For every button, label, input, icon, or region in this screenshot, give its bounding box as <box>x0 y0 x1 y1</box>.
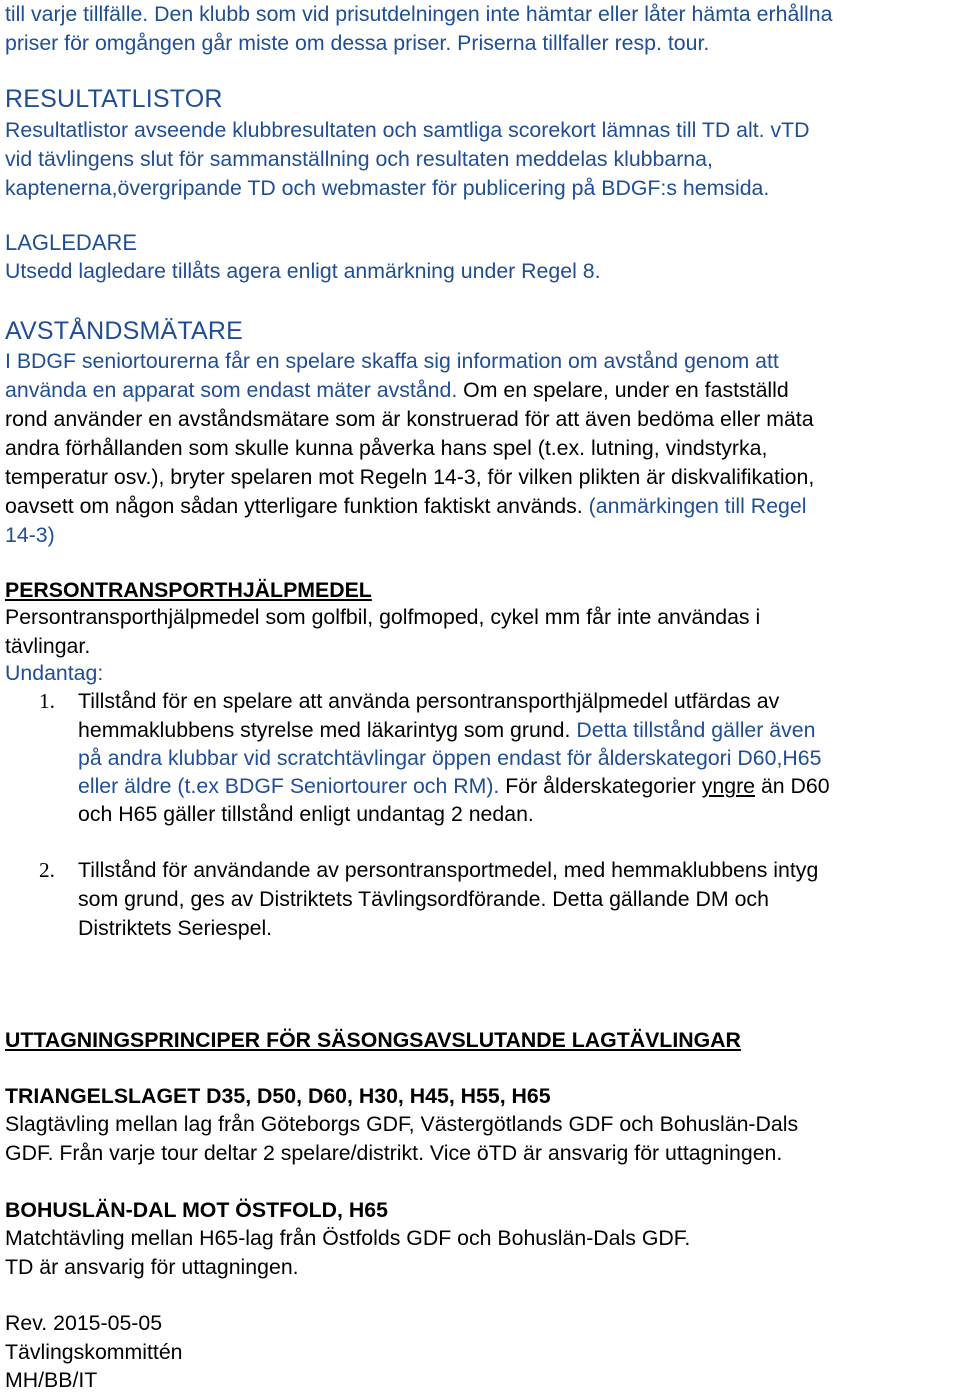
avstandsmatare-line-2-b: Om en spelare, under en fastställd <box>457 378 789 402</box>
footer-committee: Tävlingskommittén <box>5 1340 183 1364</box>
triangel-heading: TRIANGELSLAGET D35, D50, D60, H30, H45, H55, H65 <box>5 1084 551 1108</box>
avstandsmatare-line-1: I BDGF seniortourerna får en spelare skaffa sig information om avstånd genom att <box>5 349 779 373</box>
persontransport-line-2: tävlingar. <box>5 634 91 658</box>
avstandsmatare-line-5: temperatur osv.), bryter spelaren mot Regeln 14-3, för vilken plikten är diskvalifikation, <box>5 465 815 489</box>
avstandsmatare-line-7: 14-3) <box>5 523 55 547</box>
persontransport-heading: PERSONTRANSPORTHJÄLPMEDEL <box>5 578 372 602</box>
avstandsmatare-line-6-b: (anmärkingen till Regel <box>582 494 807 518</box>
avstandsmatare-line-6-a: oavsett om någon sådan ytterligare funktion faktiskt används. <box>5 494 583 518</box>
item1-line-4-a: eller äldre (t.ex BDGF Seniortourer och RM). <box>78 774 500 798</box>
item1-line-2-b: Detta tillstånd gäller även <box>570 718 816 742</box>
item1-line-5: och H65 gäller tillstånd enligt undantag 2 nedan. <box>78 802 534 826</box>
resultatlistor-heading: RESULTATLISTOR <box>5 85 223 113</box>
avstandsmatare-line-6 <box>5 492 806 520</box>
item1-line-2 <box>78 716 815 744</box>
avstandsmatare-line-3: rond använder en avståndsmätare som är konstruerad för att även bedöma eller mäta <box>5 407 814 431</box>
item2-line-3: Distriktets Seriespel. <box>78 916 273 940</box>
persontransport-undantag: Undantag: <box>5 661 104 685</box>
avstandsmatare-line-4: andra förhållanden som skulle kunna påverka hans spel (t.ex. lutning, vindstyrka, <box>5 436 768 460</box>
intro-line-2: priser för omgången går miste om dessa priser. Priserna tillfaller resp. tour. <box>5 31 710 55</box>
resultatlistor-line-1: Resultatlistor avseende klubbresultaten och samtliga scorekort lämnas till TD alt. vTD <box>5 118 810 142</box>
list-number-2: 2. <box>39 858 55 882</box>
item1-line-2-a: hemmaklubbens styrelse med läkarintyg som grund. <box>78 718 571 742</box>
persontransport-line-1: Persontransporthjälpmedel som golfbil, golfmoped, cykel mm får inte användas i <box>5 605 761 629</box>
item2-line-1: Tillstånd för användande av persontransportmedel, med hemmaklubbens intyg <box>78 858 819 882</box>
resultatlistor-line-2: vid tävlingens slut för sammanställning och resultaten meddelas klubbarna, <box>5 147 713 171</box>
resultatlistor-line-3: kaptenerna,övergripande TD och webmaster för publicering på BDGF:s hemsida. <box>5 176 770 200</box>
lagledare-heading: LAGLEDARE <box>5 230 138 255</box>
triangel-line-1: Slagtävling mellan lag från Göteborgs GDF, Västergötlands GDF och Bohuslän-Dals <box>5 1112 799 1136</box>
avstandsmatare-heading: AVSTÅNDSMÄTARE <box>5 317 244 345</box>
item1-line-4 <box>78 772 830 800</box>
triangel-line-2: GDF. Från varje tour deltar 2 spelare/distrikt. Vice öTD är ansvarig för uttagningen. <box>5 1141 783 1165</box>
bohuslan-line-2: TD är ansvarig för uttagningen. <box>5 1255 299 1279</box>
bohuslan-heading: BOHUSLÄN-DAL MOT ÖSTFOLD, H65 <box>5 1198 388 1222</box>
item2-line-2: som grund, ges av Distriktets Tävlingsordförande. Detta gällande DM och <box>78 887 769 911</box>
item1-line-4-underlined: yngre <box>701 774 756 798</box>
bohuslan-line-1: Matchtävling mellan H65-lag från Östfolds GDF och Bohuslän-Dals GDF. <box>5 1226 691 1250</box>
intro-line-1: till varje tillfälle. Den klubb som vid prisutdelningen inte hämtar eller låter hämta erhållna <box>5 2 833 26</box>
uttagning-heading: UTTAGNINGSPRINCIPER FÖR SÄSONGSAVSLUTANDE LAGTÄVLINGAR <box>5 1028 741 1052</box>
footer-rev: Rev. 2015-05-05 <box>5 1311 163 1335</box>
avstandsmatare-line-2-a: använda en apparat som endast mäter avstånd. <box>5 378 458 402</box>
avstandsmatare-line-2 <box>5 376 789 404</box>
lagledare-line-1: Utsedd lagledare tillåts agera enligt anmärkning under Regel 8. <box>5 259 601 283</box>
item1-line-4-c: än D60 <box>755 774 830 798</box>
list-number-1: 1. <box>39 689 55 713</box>
item1-line-1: Tillstånd för en spelare att använda persontransporthjälpmedel utfärdas av <box>78 689 780 713</box>
item1-line-3: på andra klubbar vid scratchtävlingar öppen endast för ålderskategori D60,H65 <box>78 746 822 770</box>
item1-line-4-b: För ålderskategorier <box>499 774 702 798</box>
footer-initials: MH/BB/IT <box>5 1368 98 1392</box>
